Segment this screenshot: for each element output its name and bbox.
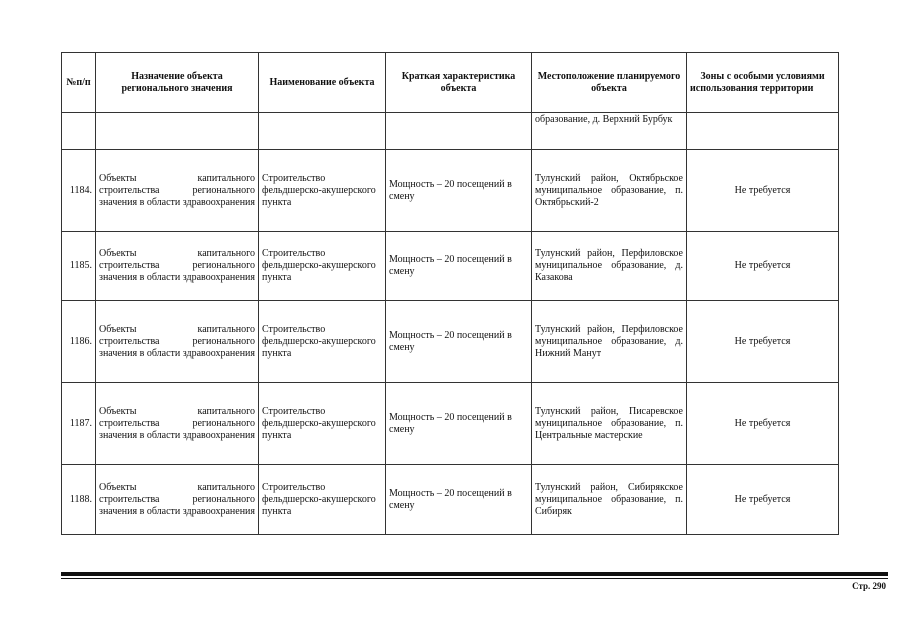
header-name: Наименование объекта <box>259 53 386 113</box>
continuation-row <box>62 113 839 150</box>
row-characteristic: Мощность – 20 посещений в смену <box>386 383 532 465</box>
continuation-zones <box>687 113 839 150</box>
header-characteristic: Краткая характеристика объекта <box>386 53 532 113</box>
footer-rule-thick <box>61 572 888 576</box>
row-name: Строительство фельдшерско-акушерского пункта <box>259 301 386 383</box>
row-characteristic: Мощность – 20 посещений в смену <box>386 150 532 232</box>
continuation-name <box>259 113 386 150</box>
header-location: Местоположение планируемого объекта <box>532 53 687 113</box>
row-name: Строительство фельдшерско-акушерского пункта <box>259 232 386 301</box>
row-location: Тулунский район, Писаревское муниципальное образование, п. Центральные мастерские <box>532 383 687 465</box>
row-zones: Не требуется <box>687 232 839 301</box>
row-name: Строительство фельдшерско-акушерского пункта <box>259 383 386 465</box>
row-characteristic: Мощность – 20 посещений в смену <box>386 465 532 535</box>
row-purpose: Объекты капитального строительства регионального значения в области здравоохранения <box>96 465 259 535</box>
row-purpose: Объекты капитального строительства регионального значения в области здравоохранения <box>96 150 259 232</box>
row-zones: Не требуется <box>687 465 839 535</box>
row-zones: Не требуется <box>687 150 839 232</box>
row-name: Строительство фельдшерско-акушерского пункта <box>259 150 386 232</box>
header-zones: Зоны с особыми условиями использования территории <box>687 53 839 113</box>
table-row <box>62 301 839 383</box>
row-number: 1187. <box>62 383 96 465</box>
page-number: Стр. 290 <box>852 581 886 591</box>
region-objects-table <box>61 52 839 535</box>
row-purpose: Объекты капитального строительства регионального значения в области здравоохранения <box>96 232 259 301</box>
table-row <box>62 465 839 535</box>
header-num: №п/п <box>62 53 96 113</box>
table-row <box>62 383 839 465</box>
continuation-location: образование, д. Верхний Бурбук <box>532 113 687 150</box>
table-row <box>62 232 839 301</box>
continuation-purpose <box>96 113 259 150</box>
row-number: 1188. <box>62 465 96 535</box>
header-purpose: Назначение объекта регионального значения <box>96 53 259 113</box>
row-location: Тулунский район, Октябрьское муниципальное образование, п. Октябрьский-2 <box>532 150 687 232</box>
row-name: Строительство фельдшерско-акушерского пункта <box>259 465 386 535</box>
row-purpose: Объекты капитального строительства регионального значения в области здравоохранения <box>96 301 259 383</box>
row-location: Тулунский район, Перфиловское муниципальное образование, д. Казакова <box>532 232 687 301</box>
row-number: 1185. <box>62 232 96 301</box>
continuation-characteristic <box>386 113 532 150</box>
row-characteristic: Мощность – 20 посещений в смену <box>386 232 532 301</box>
row-number: 1186. <box>62 301 96 383</box>
table-header-row <box>62 53 839 113</box>
row-purpose: Объекты капитального строительства регионального значения в области здравоохранения <box>96 383 259 465</box>
row-number: 1184. <box>62 150 96 232</box>
row-zones: Не требуется <box>687 383 839 465</box>
continuation-num <box>62 113 96 150</box>
row-location: Тулунский район, Сибирякское муниципальное образование, п. Сибиряк <box>532 465 687 535</box>
row-zones: Не требуется <box>687 301 839 383</box>
footer-rule-thin <box>61 578 888 579</box>
table-row <box>62 150 839 232</box>
row-location: Тулунский район, Перфиловское муниципальное образование, д. Нижний Манут <box>532 301 687 383</box>
row-characteristic: Мощность – 20 посещений в смену <box>386 301 532 383</box>
